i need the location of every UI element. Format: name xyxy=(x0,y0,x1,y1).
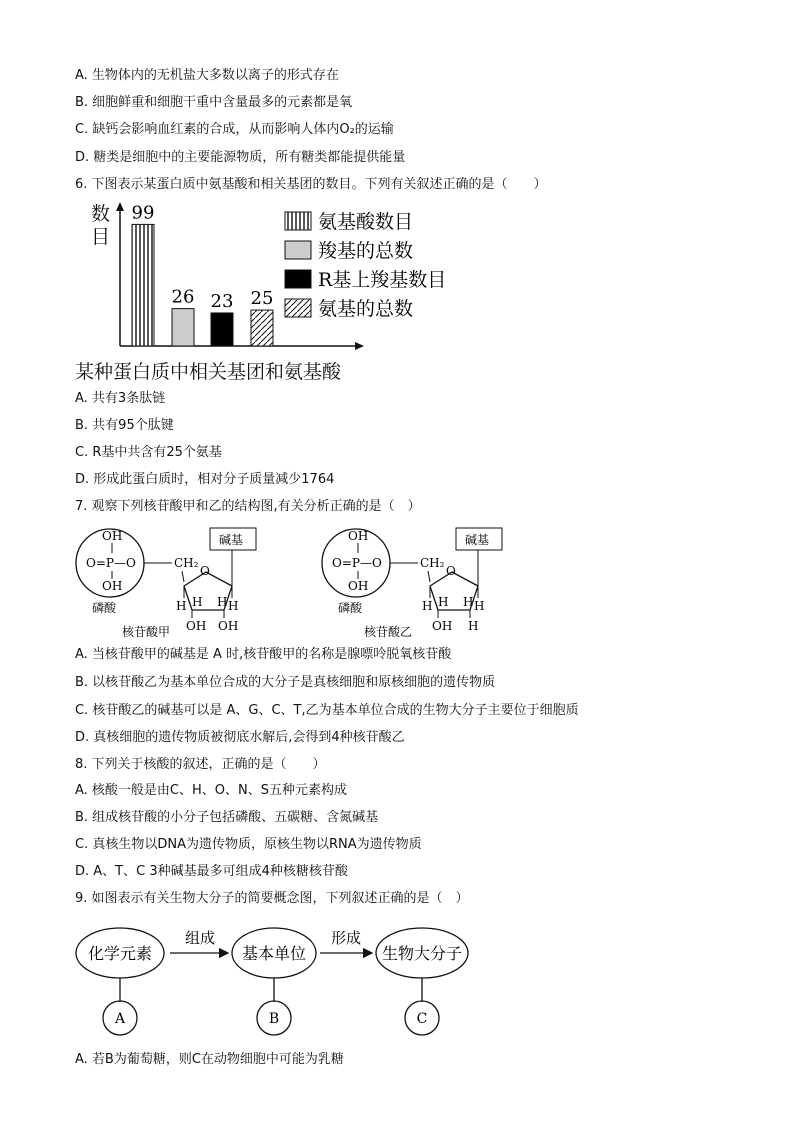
h1-a: H xyxy=(176,599,187,613)
option-7a: A. 当核苷酸甲的碱基是 A 时,核苷酸甲的名称是腺嘌呤脱氧核苷酸 xyxy=(75,647,452,662)
option-6a: A. 共有3条肽链 xyxy=(75,391,166,406)
h2-a: H xyxy=(228,599,239,613)
legend-swatch-1 xyxy=(285,212,311,230)
bar-1 xyxy=(132,224,154,346)
option-7b: B. 以核苷酸乙为基本单位合成的大分子是真核细胞和原核细胞的遗传物质 xyxy=(75,675,496,690)
option-8b: B. 组成核苷酸的小分子包括磷酸、五碳糖、含氮碱基 xyxy=(75,810,379,825)
h3-a: H xyxy=(192,595,203,609)
option-8a: A. 核酸一般是由C、H、O、N、S五种元素构成 xyxy=(75,783,347,798)
concept-map xyxy=(74,920,494,1045)
ch2-a: CH₂ xyxy=(174,556,199,570)
legend-swatch-3 xyxy=(285,270,311,288)
phosphate-row-a: O=P—O xyxy=(86,556,136,570)
node3-label: 生物大分子 xyxy=(381,944,463,963)
h1-b: H xyxy=(422,599,433,613)
oh-top-a: OH xyxy=(102,529,123,543)
bar-value-1: 99 xyxy=(131,202,155,224)
node2-label: 基本单位 xyxy=(241,944,307,963)
option-7d: D. 真核细胞的遗传物质被彻底水解后,会得到4种核苷酸乙 xyxy=(75,730,405,745)
legend-swatch-2 xyxy=(285,241,311,259)
y-axis-label-2: 目 xyxy=(91,226,111,248)
bar-3 xyxy=(211,313,233,346)
node1-label: 化学元素 xyxy=(87,944,153,963)
bottom-right-a: OH xyxy=(218,619,239,633)
y-axis-label-1: 数 xyxy=(91,203,111,225)
node-a-label: A xyxy=(114,1011,126,1027)
base-label-a: 碱基 xyxy=(219,533,244,547)
ring-o-a: O xyxy=(200,564,210,578)
option-7c: C. 核苷酸乙的碱基可以是 A、G、C、T,乙为基本单位合成的生物大分子主要位于细胞质 xyxy=(75,703,579,718)
nucleotide-b xyxy=(322,528,502,639)
bar-2 xyxy=(172,309,194,346)
oh-top-b: OH xyxy=(348,529,369,543)
bar-4 xyxy=(251,310,273,346)
bottom-right-b: H xyxy=(468,619,479,633)
option-5b: B. 细胞鲜重和细胞干重中含量最多的元素都是氧 xyxy=(75,95,353,110)
caption-a: 核苷酸甲 xyxy=(122,625,171,639)
legend-label-4: 氨基的总数 xyxy=(318,298,414,320)
oh-ring-b: OH xyxy=(432,619,453,633)
ch2-b: CH₂ xyxy=(420,556,445,570)
phosphate-label-a: 磷酸 xyxy=(92,601,117,615)
option-6d: D. 形成此蛋白质时，相对分子质量减少1764 xyxy=(75,472,335,487)
legend-swatch-4 xyxy=(285,299,311,317)
question-9: 9. 如图表示有关生物大分子的简要概念图，下列叙述正确的是（ ） xyxy=(75,891,469,906)
y-axis-arrow xyxy=(116,202,124,211)
nucleotide-a xyxy=(76,528,256,639)
option-5a: A. 生物体内的无机盐大多数以离子的形式存在 xyxy=(75,68,339,83)
option-6c: C. R基中共含有25个氨基 xyxy=(75,445,222,460)
option-5d: D. 糖类是细胞中的主要能源物质，所有糖类都能提供能量 xyxy=(75,150,406,165)
h4-a: H xyxy=(217,595,228,609)
option-6b: B. 共有95个肽键 xyxy=(75,418,174,433)
h3-b: H xyxy=(438,595,449,609)
option-8d: D. A、T、C 3种碱基最多可组成4种核糖核苷酸 xyxy=(75,864,348,879)
legend-label-3: R基上羧基数目 xyxy=(318,269,447,291)
bar-value-2: 26 xyxy=(171,286,195,308)
h2-b: H xyxy=(474,599,485,613)
oh-ring-a: OH xyxy=(186,619,207,633)
option-8c: C. 真核生物以DNA为遗传物质，原核生物以RNA为遗传物质 xyxy=(75,837,422,852)
question-6: 6. 下图表示某蛋白质中氨基酸和相关基团的数目。下列有关叙述正确的是（ ） xyxy=(75,177,547,192)
arrow1-label: 组成 xyxy=(184,929,216,947)
node-b-label: B xyxy=(268,1011,280,1027)
nucleotide-diagram xyxy=(72,520,542,645)
oh-bottom-a: OH xyxy=(102,579,123,593)
base-label-b: 碱基 xyxy=(465,533,490,547)
oh-bottom-b: OH xyxy=(348,579,369,593)
fig6-caption: 某种蛋白质中相关基团和氨基酸 xyxy=(75,361,342,383)
amino-acid-bar-chart xyxy=(75,198,495,378)
ring-o-b: O xyxy=(446,564,456,578)
legend-label-2: 羧基的总数 xyxy=(318,240,414,262)
legend-label-1: 氨基酸数目 xyxy=(318,211,414,233)
phosphate-row-b: O=P—O xyxy=(332,556,382,570)
node-c-label: C xyxy=(416,1011,428,1027)
option-9a: A. 若B为葡萄糖，则C在动物细胞中可能为乳糖 xyxy=(75,1052,344,1067)
h4-b: H xyxy=(463,595,474,609)
arrow2-label: 形成 xyxy=(330,929,362,947)
question-8: 8. 下列关于核酸的叙述，正确的是（ ） xyxy=(75,757,326,772)
x-axis-arrow xyxy=(355,342,364,350)
option-5c: C. 缺钙会影响血红素的合成，从而影响人体内O₂的运输 xyxy=(75,122,394,137)
caption-b: 核苷酸乙 xyxy=(364,625,413,639)
phosphate-label-b: 磷酸 xyxy=(338,601,363,615)
question-7: 7. 观察下列核苷酸甲和乙的结构图,有关分析正确的是（ ） xyxy=(75,499,421,514)
bar-value-4: 25 xyxy=(250,288,274,310)
bar-value-3: 23 xyxy=(210,290,234,312)
